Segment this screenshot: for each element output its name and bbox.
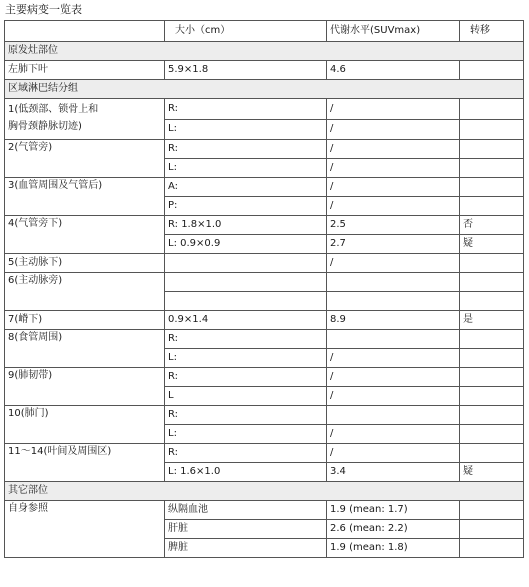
section-row-primary bbox=[5, 42, 524, 61]
cell-suv: / bbox=[327, 425, 460, 444]
table-caption: 主要病变一览表 bbox=[5, 3, 82, 16]
group-label-5: 5(主动脉下) bbox=[5, 254, 165, 273]
cell-meta bbox=[460, 197, 524, 216]
cell-suv bbox=[327, 406, 460, 425]
table-row bbox=[5, 368, 524, 387]
table-row bbox=[5, 444, 524, 463]
cell-size bbox=[165, 254, 327, 273]
cell-size: R: bbox=[165, 368, 327, 387]
cell-size: L: bbox=[165, 159, 327, 178]
cell-size: L: bbox=[165, 425, 327, 444]
group-label-4: 4(气管旁下) bbox=[5, 216, 165, 254]
cell-size: L bbox=[165, 387, 327, 406]
header-suv: 代谢水平(SUVmax) bbox=[327, 21, 460, 42]
cell-site: 左肺下叶 bbox=[5, 61, 165, 80]
cell-size: R: bbox=[165, 406, 327, 425]
cell-meta bbox=[460, 330, 524, 349]
cell-meta bbox=[460, 119, 524, 140]
cell-suv: 2.6 (mean: 2.2) bbox=[327, 520, 460, 539]
cell-suv: / bbox=[327, 178, 460, 197]
cell-meta bbox=[460, 254, 524, 273]
cell-meta bbox=[460, 444, 524, 463]
cell-suv: / bbox=[327, 349, 460, 368]
cell-size: 5.9×1.8 bbox=[165, 61, 327, 80]
cell-meta bbox=[460, 501, 524, 520]
section-row-lymph bbox=[5, 80, 524, 99]
cell-meta bbox=[460, 292, 524, 311]
group-label-9: 9(肺韧带) bbox=[5, 368, 165, 406]
cell-size: L: 0.9×0.9 bbox=[165, 235, 327, 254]
cell-meta bbox=[460, 520, 524, 539]
cell-suv: 8.9 bbox=[327, 311, 460, 330]
cell-suv bbox=[327, 330, 460, 349]
cell-size: R: bbox=[165, 444, 327, 463]
cell-meta bbox=[460, 178, 524, 197]
group-label-10: 10(肺门) bbox=[5, 406, 165, 444]
cell-meta: 是 bbox=[460, 311, 524, 330]
cell-meta: 否 bbox=[460, 216, 524, 235]
cell-meta bbox=[460, 349, 524, 368]
cell-suv bbox=[327, 273, 460, 292]
header-row bbox=[5, 21, 524, 42]
cell-meta: 疑 bbox=[460, 235, 524, 254]
self-reference-label: 自身参照 bbox=[5, 501, 165, 558]
cell-meta: 疑 bbox=[460, 463, 524, 482]
cell-meta bbox=[460, 159, 524, 178]
cell-meta bbox=[460, 425, 524, 444]
cell-suv: / bbox=[327, 99, 460, 120]
group-label-1: 1(低颈部、锁骨上和 胸骨颈静脉切迹) bbox=[5, 99, 165, 140]
cell-suv: 2.7 bbox=[327, 235, 460, 254]
table-row bbox=[5, 254, 524, 273]
cell-meta bbox=[460, 273, 524, 292]
cell-size: R: bbox=[165, 99, 327, 120]
cell-size: R: bbox=[165, 140, 327, 159]
cell-size bbox=[165, 292, 327, 311]
cell-meta bbox=[460, 539, 524, 558]
group-label-2: 2(气管旁) bbox=[5, 140, 165, 178]
cell-size bbox=[165, 273, 327, 292]
cell-size: R: bbox=[165, 330, 327, 349]
table-row bbox=[5, 406, 524, 425]
table-row bbox=[5, 311, 524, 330]
cell-suv: / bbox=[327, 368, 460, 387]
cell-size: R: 1.8×1.0 bbox=[165, 216, 327, 235]
section-primary: 原发灶部位 bbox=[5, 42, 524, 61]
cell-size: A: bbox=[165, 178, 327, 197]
cell-suv: / bbox=[327, 140, 460, 159]
cell-size: L: 1.6×1.0 bbox=[165, 463, 327, 482]
cell-suv bbox=[327, 292, 460, 311]
table-row bbox=[5, 273, 524, 292]
header-site bbox=[5, 21, 165, 42]
cell-suv: / bbox=[327, 387, 460, 406]
table-row bbox=[5, 330, 524, 349]
group-label-11-14: 11～14(叶间及周围区) bbox=[5, 444, 165, 482]
cell-size: P: bbox=[165, 197, 327, 216]
header-size: 大小（cm） bbox=[165, 21, 327, 42]
cell-suv: 4.6 bbox=[327, 61, 460, 80]
group-label-3: 3(血管周围及气管后) bbox=[5, 178, 165, 216]
cell-organ: 脾脏 bbox=[165, 539, 327, 558]
cell-suv: 3.4 bbox=[327, 463, 460, 482]
cell-size: L: bbox=[165, 119, 327, 140]
cell-organ: 纵隔血池 bbox=[165, 501, 327, 520]
cell-suv: 1.9 (mean: 1.7) bbox=[327, 501, 460, 520]
section-row-other bbox=[5, 482, 524, 501]
lesion-table bbox=[4, 20, 524, 558]
table-row bbox=[5, 99, 524, 120]
cell-meta bbox=[460, 61, 524, 80]
cell-organ: 肝脏 bbox=[165, 520, 327, 539]
cell-suv: / bbox=[327, 254, 460, 273]
cell-suv: / bbox=[327, 197, 460, 216]
cell-size: 0.9×1.4 bbox=[165, 311, 327, 330]
cell-suv: / bbox=[327, 159, 460, 178]
table-row-primary bbox=[5, 61, 524, 80]
group-label-7: 7(嵴下) bbox=[5, 311, 165, 330]
cell-meta bbox=[460, 140, 524, 159]
section-other: 其它部位 bbox=[5, 482, 524, 501]
cell-meta bbox=[460, 387, 524, 406]
table-row bbox=[5, 140, 524, 159]
header-metastasis: 转移 bbox=[460, 21, 524, 42]
table-row bbox=[5, 216, 524, 235]
group-label-8: 8(食管周围) bbox=[5, 330, 165, 368]
cell-meta bbox=[460, 99, 524, 120]
cell-meta bbox=[460, 406, 524, 425]
cell-suv: 1.9 (mean: 1.8) bbox=[327, 539, 460, 558]
group-label-6: 6(主动脉旁) bbox=[5, 273, 165, 311]
cell-suv: / bbox=[327, 444, 460, 463]
cell-meta bbox=[460, 368, 524, 387]
cell-suv: 2.5 bbox=[327, 216, 460, 235]
section-lymph: 区域淋巴结分组 bbox=[5, 80, 524, 99]
table-row bbox=[5, 501, 524, 520]
table-row bbox=[5, 178, 524, 197]
cell-suv: / bbox=[327, 119, 460, 140]
cell-size: L: bbox=[165, 349, 327, 368]
